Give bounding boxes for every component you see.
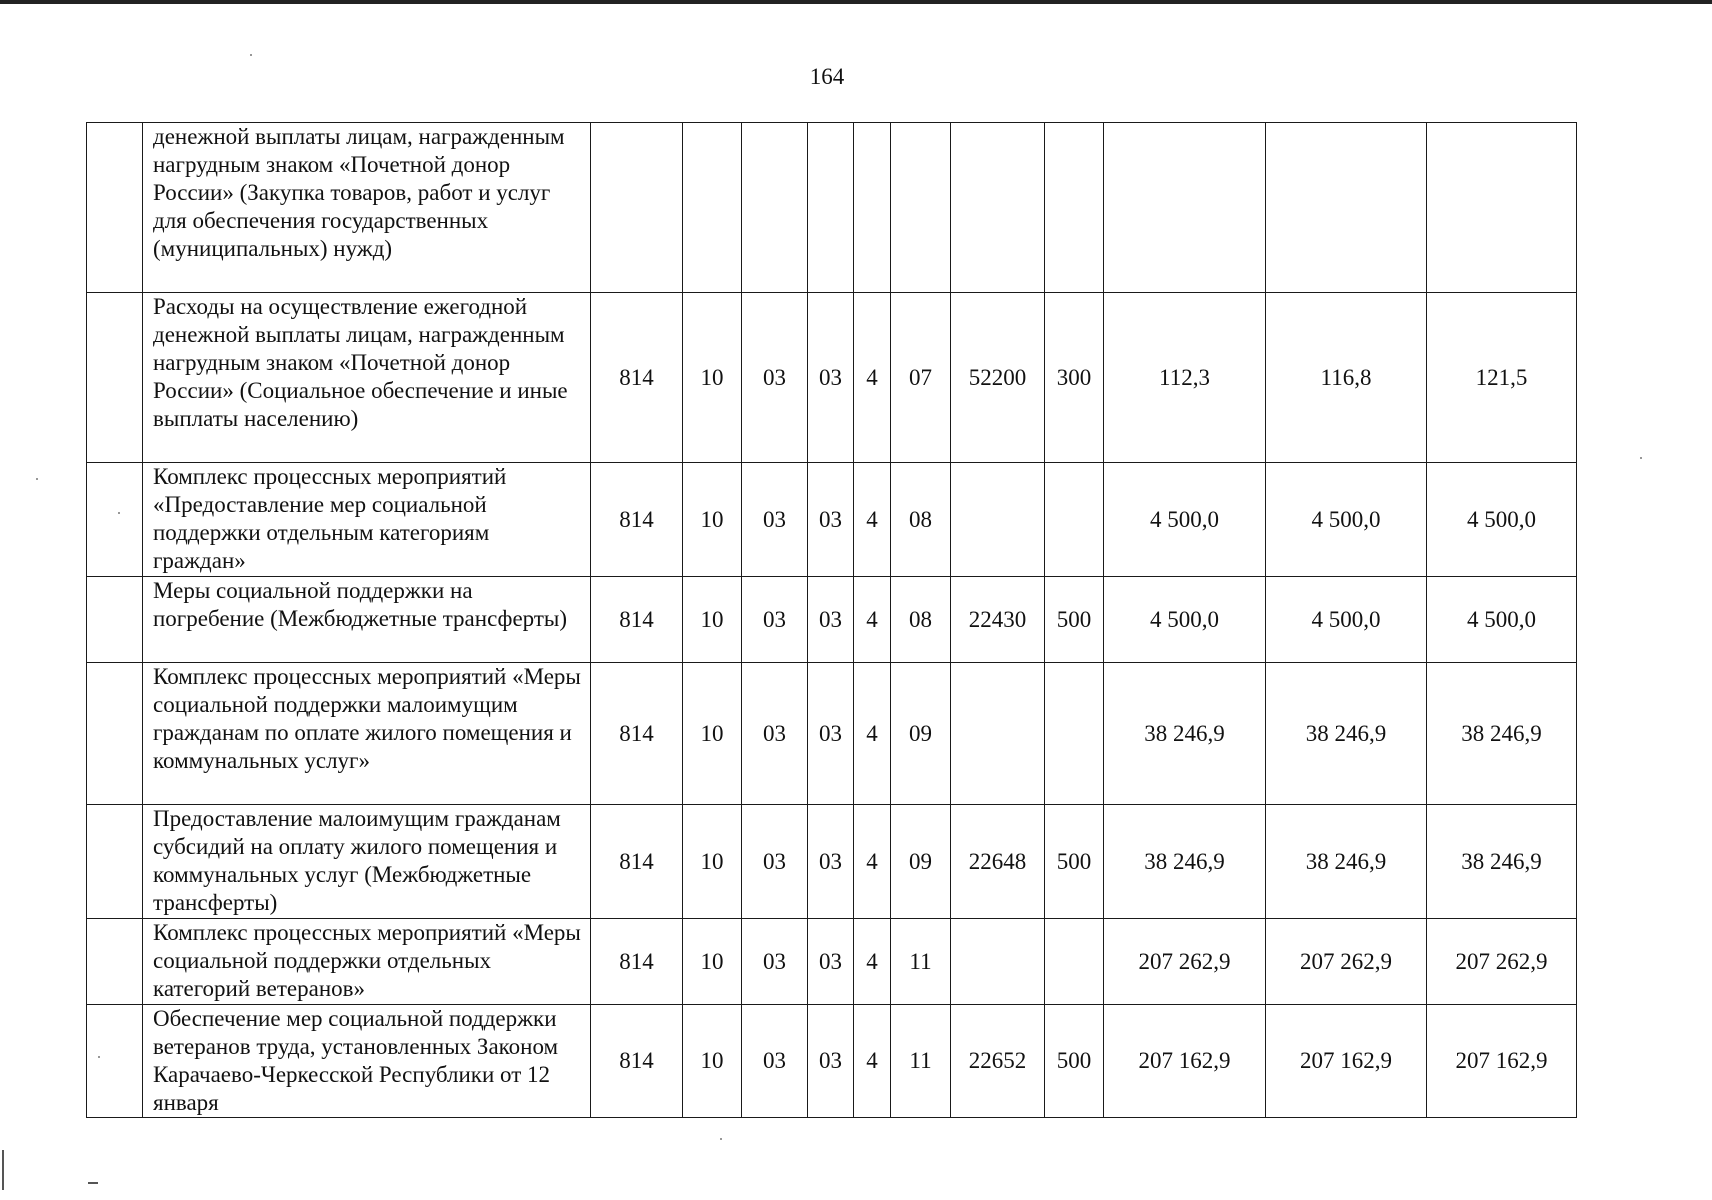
amount-year2-cell bbox=[1266, 123, 1427, 293]
table-row bbox=[87, 463, 1577, 577]
amount-year3-cell: 38 246,9 bbox=[1427, 805, 1577, 919]
item-name-cell: Расходы на осуществление ежегодной денежной выплаты лицам, награжденным нагрудным знаком «Почетной донор России» (Социальное обеспечение и иные выплаты населению) bbox=[143, 293, 591, 463]
subprogram-type-cell: 4 bbox=[854, 577, 891, 663]
section-code-cell bbox=[683, 123, 742, 293]
subsection-code-cell: 03 bbox=[742, 577, 808, 663]
page-number: 164 bbox=[809, 64, 845, 89]
table-row bbox=[87, 577, 1577, 663]
scan-dot bbox=[250, 54, 252, 56]
direction-code-cell bbox=[951, 919, 1045, 1005]
direction-code-cell: 22648 bbox=[951, 805, 1045, 919]
scan-dot bbox=[98, 1056, 100, 1058]
amount-year1-cell: 4 500,0 bbox=[1104, 577, 1266, 663]
table-row bbox=[87, 293, 1577, 463]
row-number-cell bbox=[87, 463, 143, 577]
scan-dot bbox=[1640, 457, 1642, 459]
ministry-code-cell: 814 bbox=[591, 577, 683, 663]
direction-code-cell: 22652 bbox=[951, 1005, 1045, 1118]
table-row bbox=[87, 1005, 1577, 1118]
section-code-cell: 10 bbox=[683, 463, 742, 577]
event-code-cell: 11 bbox=[891, 919, 951, 1005]
amount-year3-cell bbox=[1427, 123, 1577, 293]
item-name-cell: Комплекс процессных мероприятий «Меры социальной поддержки малоимущим гражданам по оплате жилого помещения и коммунальных услуг» bbox=[143, 663, 591, 805]
section-code-cell: 10 bbox=[683, 663, 742, 805]
row-number-cell bbox=[87, 805, 143, 919]
amount-year1-cell: 207 262,9 bbox=[1104, 919, 1266, 1005]
item-name-cell: Меры социальной поддержки на погребение (Межбюджетные трансферты) bbox=[143, 577, 591, 663]
direction-code-cell bbox=[951, 463, 1045, 577]
subsection-code-cell bbox=[742, 123, 808, 293]
section-code-cell: 10 bbox=[683, 1005, 742, 1118]
subsection-code-cell: 03 bbox=[742, 919, 808, 1005]
event-code-cell bbox=[891, 123, 951, 293]
subprogram-type-cell: 4 bbox=[854, 805, 891, 919]
event-code-cell: 08 bbox=[891, 577, 951, 663]
direction-code-cell: 52200 bbox=[951, 293, 1045, 463]
event-code-cell: 08 bbox=[891, 463, 951, 577]
program-code-cell: 03 bbox=[808, 919, 854, 1005]
item-name-cell: Комплекс процессных мероприятий «Меры социальной поддержки отдельных категорий ветеранов» bbox=[143, 919, 591, 1005]
subprogram-type-cell: 4 bbox=[854, 463, 891, 577]
event-code-cell: 09 bbox=[891, 805, 951, 919]
row-number-cell bbox=[87, 123, 143, 293]
amount-year2-cell: 38 246,9 bbox=[1266, 663, 1427, 805]
table-row bbox=[87, 663, 1577, 805]
section-code-cell: 10 bbox=[683, 293, 742, 463]
expense-type-cell: 500 bbox=[1045, 577, 1104, 663]
section-code-cell: 10 bbox=[683, 919, 742, 1005]
amount-year2-cell: 207 162,9 bbox=[1266, 1005, 1427, 1118]
subsection-code-cell: 03 bbox=[742, 293, 808, 463]
direction-code-cell bbox=[951, 663, 1045, 805]
event-code-cell: 07 bbox=[891, 293, 951, 463]
top-border-line bbox=[0, 0, 1712, 4]
direction-code-cell bbox=[951, 123, 1045, 293]
amount-year3-cell: 38 246,9 bbox=[1427, 663, 1577, 805]
amount-year3-cell: 4 500,0 bbox=[1427, 463, 1577, 577]
subsection-code-cell: 03 bbox=[742, 663, 808, 805]
program-code-cell: 03 bbox=[808, 577, 854, 663]
scan-dot bbox=[720, 1138, 722, 1140]
item-name-cell: Предоставление малоимущим гражданам субсидий на оплату жилого помещения и коммунальных услуг (Межбюджетные трансферты) bbox=[143, 805, 591, 919]
event-code-cell: 11 bbox=[891, 1005, 951, 1118]
expense-type-cell bbox=[1045, 663, 1104, 805]
expense-type-cell: 500 bbox=[1045, 1005, 1104, 1118]
row-number-cell bbox=[87, 577, 143, 663]
ministry-code-cell bbox=[591, 123, 683, 293]
amount-year2-cell: 4 500,0 bbox=[1266, 463, 1427, 577]
row-number-cell bbox=[87, 1005, 143, 1118]
amount-year1-cell: 112,3 bbox=[1104, 293, 1266, 463]
scan-dot bbox=[118, 512, 120, 514]
amount-year3-cell: 207 162,9 bbox=[1427, 1005, 1577, 1118]
program-code-cell: 03 bbox=[808, 1005, 854, 1118]
section-code-cell: 10 bbox=[683, 577, 742, 663]
subsection-code-cell: 03 bbox=[742, 805, 808, 919]
program-code-cell: 03 bbox=[808, 463, 854, 577]
item-name-cell: Обеспечение мер социальной поддержки ветеранов труда, установленных Законом Карачаево-Черкесской Республики от 12 января bbox=[143, 1005, 591, 1118]
amount-year1-cell: 38 246,9 bbox=[1104, 805, 1266, 919]
ministry-code-cell: 814 bbox=[591, 293, 683, 463]
event-code-cell: 09 bbox=[891, 663, 951, 805]
ministry-code-cell: 814 bbox=[591, 463, 683, 577]
section-code-cell: 10 bbox=[683, 805, 742, 919]
ministry-code-cell: 814 bbox=[591, 663, 683, 805]
ministry-code-cell: 814 bbox=[591, 919, 683, 1005]
amount-year3-cell: 121,5 bbox=[1427, 293, 1577, 463]
item-name-cell: денежной выплаты лицам, награжденным нагрудным знаком «Почетной донор России» (Закупка товаров, работ и услуг для обеспечения государственных (муниципальных) нужд) bbox=[143, 123, 591, 293]
row-number-cell bbox=[87, 663, 143, 805]
amount-year1-cell bbox=[1104, 123, 1266, 293]
subprogram-type-cell: 4 bbox=[854, 293, 891, 463]
amount-year2-cell: 207 262,9 bbox=[1266, 919, 1427, 1005]
program-code-cell: 03 bbox=[808, 663, 854, 805]
amount-year3-cell: 4 500,0 bbox=[1427, 577, 1577, 663]
subsection-code-cell: 03 bbox=[742, 1005, 808, 1118]
expense-type-cell bbox=[1045, 463, 1104, 577]
scan-mark bbox=[88, 1182, 98, 1184]
ministry-code-cell: 814 bbox=[591, 805, 683, 919]
program-code-cell: 03 bbox=[808, 805, 854, 919]
amount-year3-cell: 207 262,9 bbox=[1427, 919, 1577, 1005]
ministry-code-cell: 814 bbox=[591, 1005, 683, 1118]
scan-mark bbox=[2, 1150, 4, 1190]
table-row bbox=[87, 805, 1577, 919]
amount-year1-cell: 4 500,0 bbox=[1104, 463, 1266, 577]
table-row bbox=[87, 123, 1577, 293]
amount-year1-cell: 38 246,9 bbox=[1104, 663, 1266, 805]
budget-table bbox=[86, 122, 1577, 1118]
subprogram-type-cell: 4 bbox=[854, 1005, 891, 1118]
table-row bbox=[87, 919, 1577, 1005]
subsection-code-cell: 03 bbox=[742, 463, 808, 577]
program-code-cell bbox=[808, 123, 854, 293]
program-code-cell: 03 bbox=[808, 293, 854, 463]
subprogram-type-cell bbox=[854, 123, 891, 293]
expense-type-cell bbox=[1045, 919, 1104, 1005]
amount-year1-cell: 207 162,9 bbox=[1104, 1005, 1266, 1118]
row-number-cell bbox=[87, 293, 143, 463]
expense-type-cell: 300 bbox=[1045, 293, 1104, 463]
amount-year2-cell: 38 246,9 bbox=[1266, 805, 1427, 919]
direction-code-cell: 22430 bbox=[951, 577, 1045, 663]
subprogram-type-cell: 4 bbox=[854, 663, 891, 805]
expense-type-cell: 500 bbox=[1045, 805, 1104, 919]
scan-dot bbox=[36, 478, 38, 480]
item-name-cell: Комплекс процессных мероприятий «Предоставление мер социальной поддержки отдельным категориям граждан» bbox=[143, 463, 591, 577]
expense-type-cell bbox=[1045, 123, 1104, 293]
table-body bbox=[87, 123, 1577, 1118]
subprogram-type-cell: 4 bbox=[854, 919, 891, 1005]
row-number-cell bbox=[87, 919, 143, 1005]
amount-year2-cell: 116,8 bbox=[1266, 293, 1427, 463]
amount-year2-cell: 4 500,0 bbox=[1266, 577, 1427, 663]
